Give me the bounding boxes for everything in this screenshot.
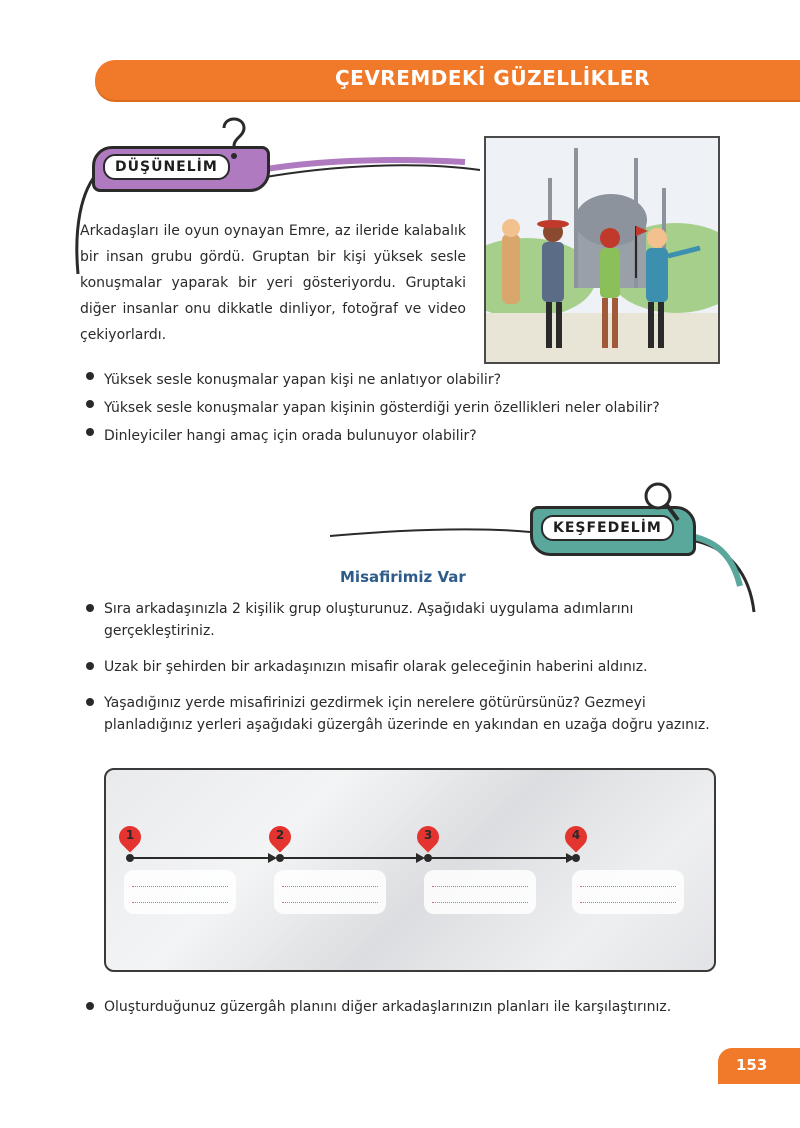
bullet-icon [86, 662, 94, 670]
page-title: ÇEVREMDEKİ GÜZELLİKLER [334, 66, 650, 90]
bullet-icon [86, 372, 94, 380]
stop-answer-box[interactable] [424, 870, 536, 914]
page-number-tab [718, 1048, 800, 1084]
route-node [276, 854, 284, 862]
magnifier-icon [640, 478, 684, 528]
list-item: Yüksek sesle konuşmalar yapan kişi ne anlatıyor olabilir? [84, 366, 660, 394]
bullet-icon [86, 698, 94, 706]
list-item: Uzak bir şehirden bir arkadaşınızın misafir olarak geleceğinin haberini aldınız. [84, 656, 724, 678]
stop-answer-box[interactable] [274, 870, 386, 914]
question-list [84, 366, 660, 450]
stop-number: 1 [125, 828, 135, 842]
list-item: Sıra arkadaşınızla 2 kişilik grup oluşturunuz. Aşağıdaki uygulama adımlarını gerçekleştiriniz. [84, 598, 724, 642]
list-item: Yüksek sesle konuşmalar yapan kişinin gösterdiği yerin özellikleri neler olabilir? [84, 394, 660, 422]
route-segment [428, 857, 568, 859]
think-tag-label: DÜŞÜNELİM [103, 154, 230, 180]
route-node [424, 854, 432, 862]
stop-answer-box[interactable] [572, 870, 684, 914]
list-item: Dinleyiciler hangi amaç için orada bulunuyor olabilir? [84, 422, 660, 450]
bullet-icon [86, 604, 94, 612]
list-item: Oluşturduğunuz güzergâh planını diğer arkadaşlarınızın planları ile karşılaştırınız. [84, 996, 724, 1018]
bullet-icon [86, 428, 94, 436]
header-bar [95, 60, 800, 100]
stop-answer-box[interactable] [124, 870, 236, 914]
bullet-icon [86, 400, 94, 408]
stop-number: 3 [423, 828, 433, 842]
route-node [572, 854, 580, 862]
activity-title: Misafirimiz Var [340, 568, 466, 586]
stop-number: 2 [275, 828, 285, 842]
route-segment [280, 857, 418, 859]
final-step-list [84, 996, 724, 1018]
explore-tag-label: KEŞFEDELİM [541, 515, 674, 541]
page-number: 153 [736, 1056, 768, 1074]
question-mark-icon [214, 112, 254, 162]
bullet-icon [86, 1002, 94, 1010]
route-segment [130, 857, 270, 859]
stop-number: 4 [571, 828, 581, 842]
mosque-scene [486, 138, 718, 362]
intro-paragraph: Arkadaşları ile oyun oynayan Emre, az ileride kalabalık bir insan grubu gördü. Gruptan bir kişi yüksek sesle konuşmalar yaparak bir yeri gösteriyordu. Gruptaki diğer insanlar onu dikkatle dinliyor, fotoğraf ve video çekiyorlardı. [80, 223, 466, 343]
route-node [126, 854, 134, 862]
list-item: Yaşadığınız yerde misafirinizi gezdirmek için nerelere götürürsünüz? Gezmeyi planladığınız yerleri aşağıdaki güzergâh üzerinde en yakından en uzağa doğru yazınız. [84, 692, 724, 736]
tour-group-illustration [484, 136, 720, 364]
step-list [84, 598, 724, 750]
